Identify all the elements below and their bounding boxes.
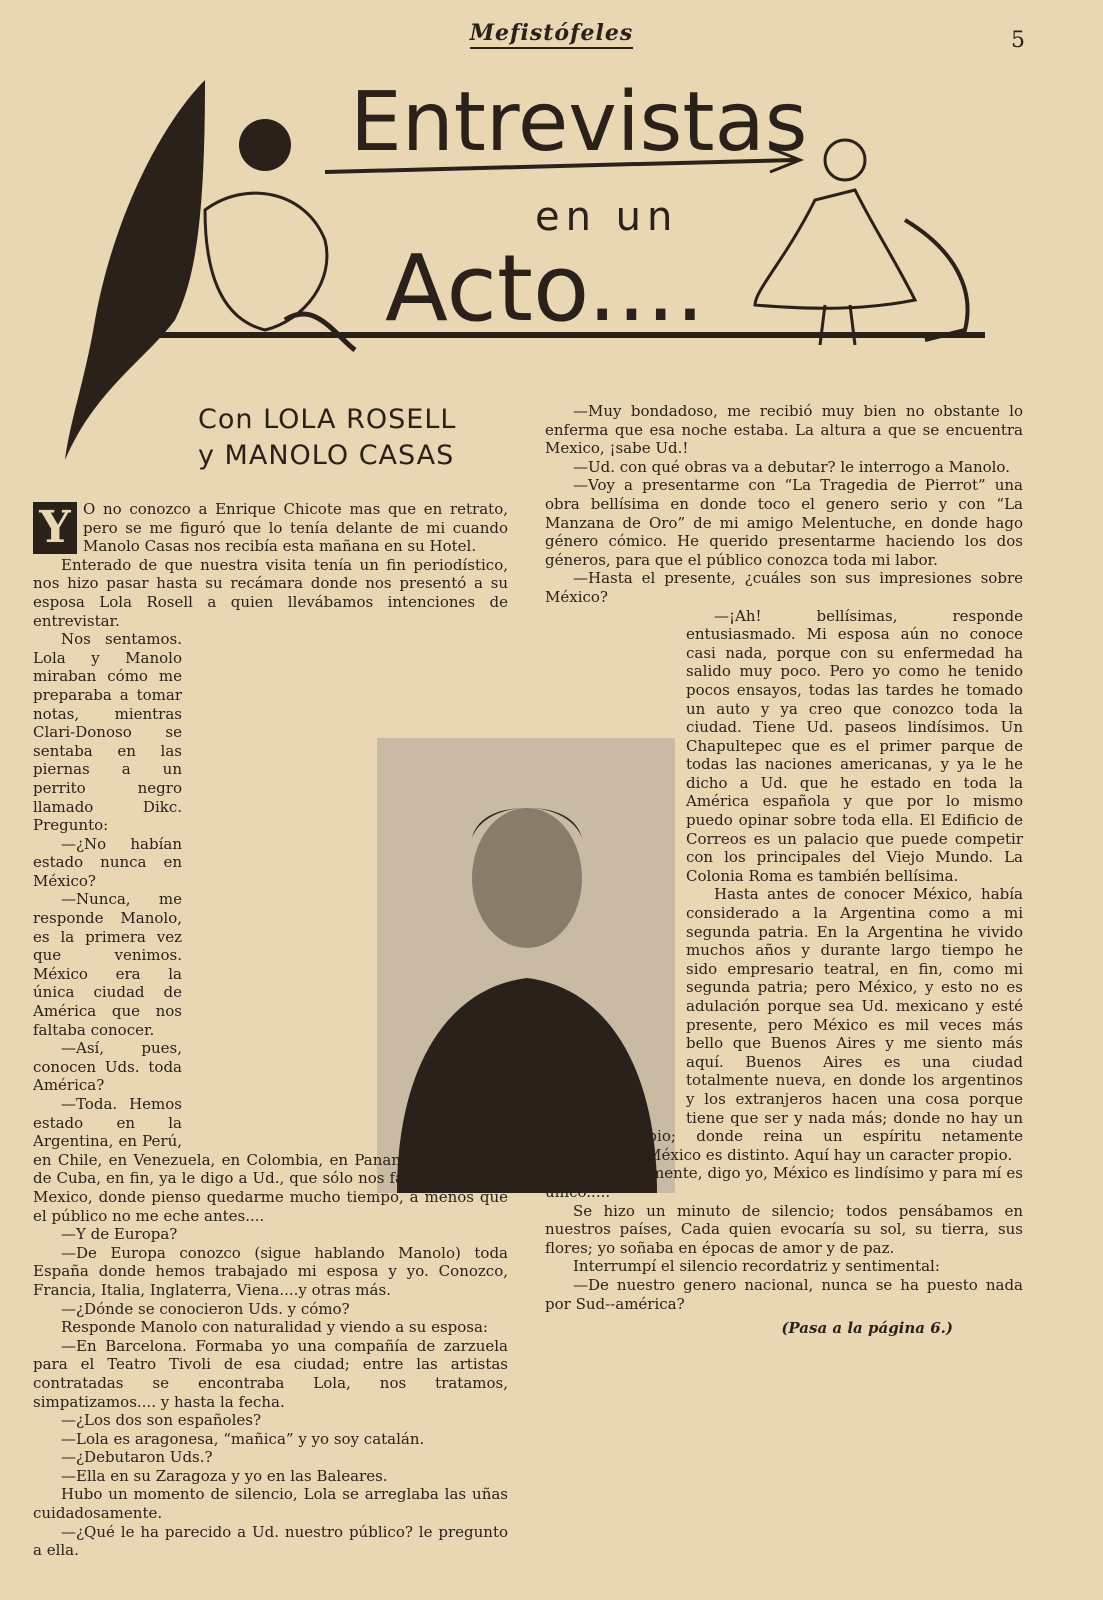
paragraph: —En Barcelona. Formaba yo una compañía de zarzuela para el Teatro Tivoli de esa ciudad; entre las artistas contratadas se encontraba Lola, nos tratamos, simpatizamos.... y hasta la fecha. [33,1336,508,1411]
paragraph: —Lola es aragonesa, “mañica” y yo soy catalán. [61,1429,425,1448]
dancer-head-icon [825,140,865,180]
paragraph: —Ud. con qué obras va a debutar? le interrogo a Manolo. [573,457,1010,476]
paragraph: Se hizo un minuto de silencio; todos pensábamos en nuestros países, Cada quien evocaría su sol, su tierra, sus flores; yo soñaba en épocas de amor y de paz. [545,1201,1023,1257]
paragraph: —Ella en su Zaragoza y yo en las Baleares. [61,1466,388,1485]
banner-word-3: Acto.... [385,235,705,342]
paragraph: Nos sentamos. Lola y Manolo miraban cómo me preparaba a tomar notas, mientras Clari-Donoso se sentaba en las piernas a un perrito negro llamado Dikc. Pregunto: [33,630,182,835]
paragraph: —Muy bondadoso, me recibió muy bien no obstante lo enferma que esa noche estaba. La altura a que se encuentra Mexico, ¡sabe Ud.! [545,402,1023,458]
paragraph: Enterado de que nuestra visita tenía un fin periodístico, nos hizo pasar hasta su recámara donde nos presentó a su esposa Lola Rosell a quien llevábamos intenciones de entrevistar. [33,555,508,630]
devil-tail-icon [285,314,355,350]
paragraph: —¿Los dos son españoles? [61,1411,261,1430]
paragraph: —¡Ah! bellísimas, responde entusiasmado. Mi esposa aún no conoce casi nada, porque con su enfermedad ha salido muy poco. Pero yo como he tenido pocos ensayos, todas las tardes he tomado un auto y ya creo que conozco toda la ciudad. Tiene Ud. paseos lindísimos. Un Chapultepec que es el primer parque de todas las naciones americanas, y ya le he dicho a Ud. que he estado en toda la América española y que por lo mismo puedo opinar sobre toda ella. El Edificio de Correos es un palacio que puede competir con los principales del Viejo Mundo. La Colonia Roma es también bellísima. [686,606,1023,885]
devil-body-icon [205,193,327,330]
paragraph: —¿No habían estado nunca en México? [33,834,182,890]
paragraph: —Efectivamente, digo yo, México es lindísimo y para mí es único..... [545,1164,1023,1201]
article-right-column [545,402,1023,1338]
banner-word-1: Entrevistas [350,75,808,170]
running-head [0,20,1103,46]
byline [198,402,528,474]
paragraph: —De Europa conozco (sigue hablando Manolo) toda España donde hemos trabajado mi esposa y yo. Conozco, Francia, Italia, Inglaterra, Viena....y otras más. [33,1243,508,1299]
dancer-partner-icon [905,220,968,340]
drop-cap: Y [33,502,77,554]
paragraph: —Nunca, me responde Manolo, es la primera vez que venimos. México era la única ciudad de América que nos faltaba conocer. [33,890,182,1039]
continued-note: (Pasa a la página 6.) [781,1319,953,1338]
paragraph: —Voy a presentarme con “La Tragedia de Pierrot” una obra bellísima en donde toco el genero serio y con “La Manzana de Oro” de mi amigo Melentuche, en donde hago género cómico. He querido presentarme haciendo los dos géneros, para que el público conozca toda mi labor. [545,476,1023,569]
page-number: 5 [1011,28,1025,53]
paragraph: Hasta antes de conocer México, había considerado a la Argentina como a mi segunda patria. En la Argentina he vivido muchos años y durante largo tiempo he sido empresario teatral, en fin, como mi segunda patria; pero México, y esto no es adulación porque sea Ud. mexicano y esté presente, pero México es mil veces más bello que Buenos Aires y me siento más aquí. Buenos Aires es una ciudad totalmente nueva, en donde los argentinos y los extranjeros hacen una cosa porque tiene que ser y nada más; donde no hay un criterio propio; donde reina un espíritu netamente cosmopolita. México es distinto. Aquí hay un caracter propio. [545,885,1023,1164]
banner-word-2: en un [535,194,679,240]
paragraph: Interrumpí el silencio recordatriz y sentimental: [573,1257,940,1276]
byline-line-2: y MANOLO CASAS [198,440,455,471]
magazine-title: Mefistófeles [470,20,634,49]
article-left-column [33,500,508,1560]
paragraph: —¿Qué le ha parecido a Ud. nuestro público? le pregunto a ella. [33,1522,508,1560]
paragraph: —Así, pues, conocen Uds. toda América? [33,1039,182,1095]
paragraph: Hubo un momento de silencio, Lola se arreglaba las uñas cuidadosamente. [33,1485,508,1523]
paragraph: Responde Manolo con naturalidad y viendo a su esposa: [61,1318,488,1337]
dancer-dress-icon [755,190,915,308]
paragraph: —¿Debutaron Uds.? [61,1448,213,1467]
devil-wing-icon [65,80,205,460]
paragraph: O no conozco a Enrique Chicote mas que en retrato, pero se me figuró que lo tenía delante de mi cuando Manolo Casas nos recibía esta mañana en su Hotel. [83,500,508,556]
paragraph: —Hasta el presente, ¿cuáles son sus impresiones sobre México? [545,569,1023,606]
byline-line-1: Con LOLA ROSELL [198,404,457,435]
dancer-legs-icon [820,305,855,345]
paragraph: —Y de Europa? [61,1225,178,1244]
devil-head-icon [239,119,291,171]
paragraph: —¿Dónde se conocieron Uds. y cómo? [61,1299,350,1318]
paragraph: —De nuestro genero nacional, nunca se ha puesto nada por Sud--américa? [545,1275,1023,1313]
paragraph: —Toda. Hemos estado en la Argentina, en Perú, en Chile, en Venezuela, en Colombia, en Panamá y en la Isla de Cuba, en fin, ya le digo a Ud., que sólo nos faltaba conocer Mexico, donde pienso quedarme mucho tiempo, a menos que el público no me eche antes.... [33,1095,508,1225]
